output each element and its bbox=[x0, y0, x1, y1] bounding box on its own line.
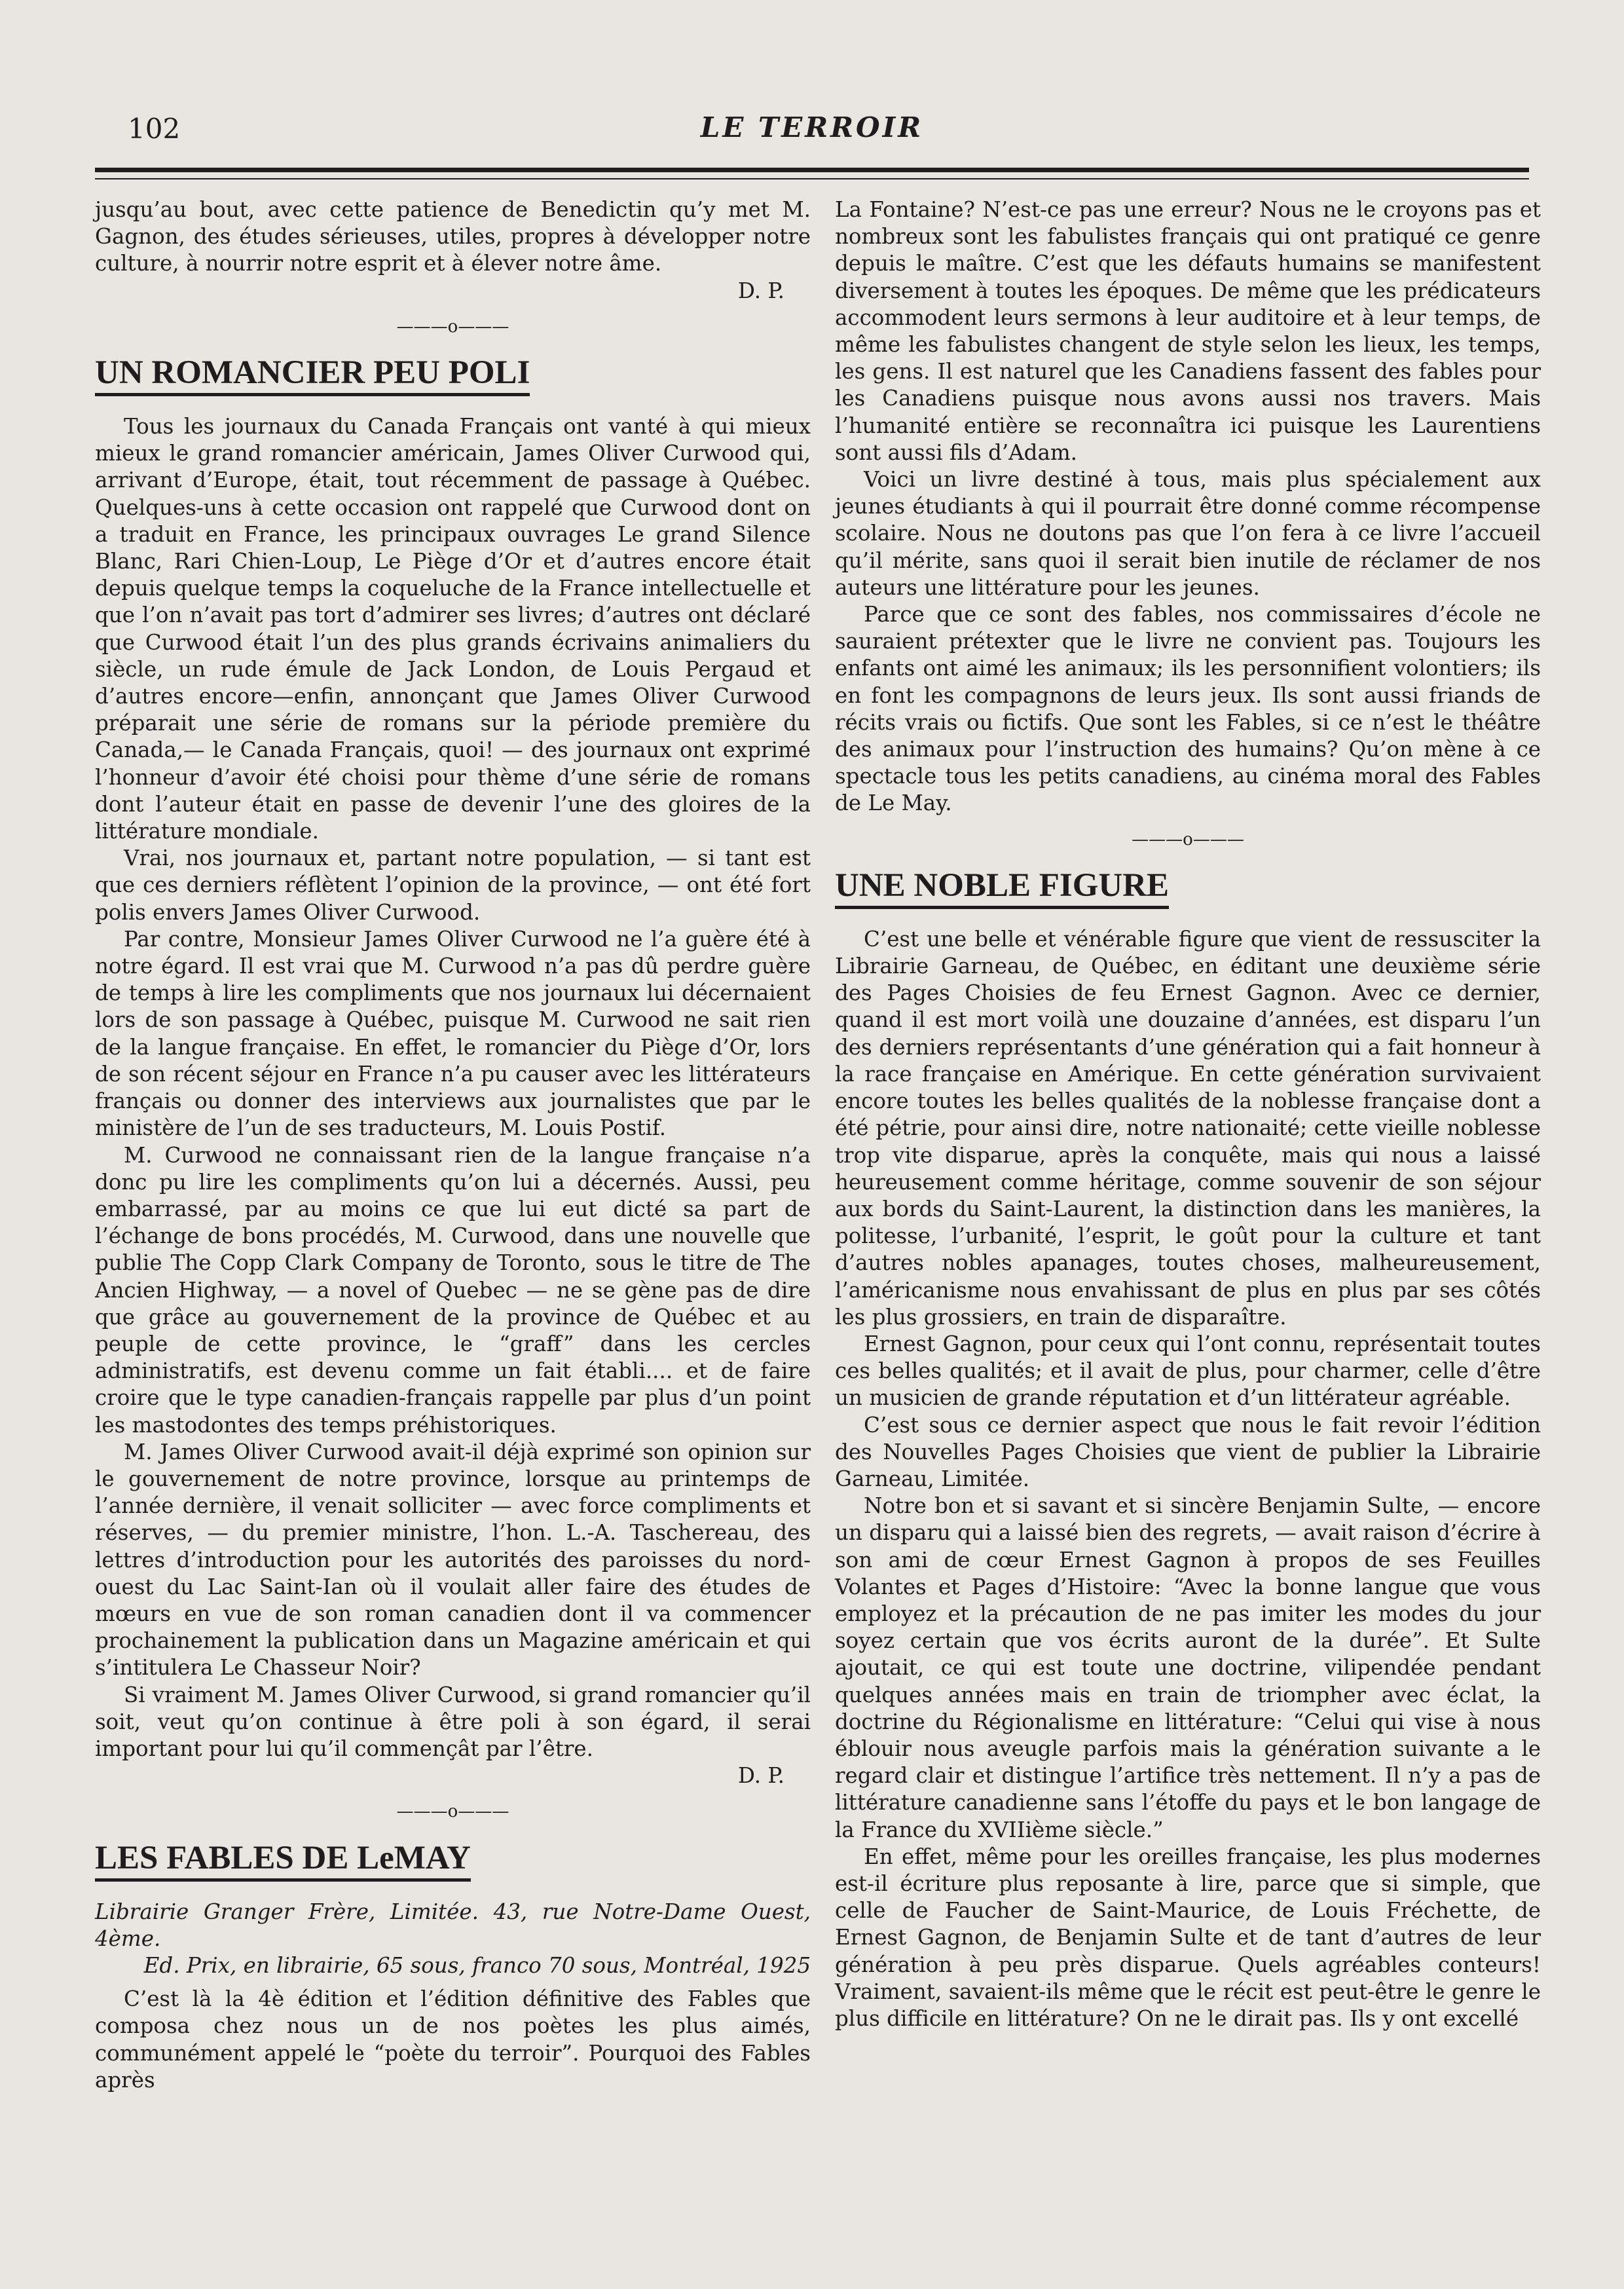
intro-signature: D. P. bbox=[737, 278, 784, 303]
article-title: LES FABLES DE LeMAY bbox=[95, 1839, 471, 1882]
paragraph: C’est là la 4è édition et l’édition définitive des Fables que composa chez nous un de nos poètes les plus aimés, communément appelé le “poète du terroir”. Pourquoi des Fables après bbox=[95, 1986, 811, 2093]
paragraph: La Fontaine? N’est-ce pas une erreur? Nous ne le croyons pas et nombreux sont les fabulistes français qui ont pratiqué ce genre depuis le maître. C’est que les défauts humains se manifestent diversement à toutes les époques. De même que les prédicateurs accommodent leurs sermons à leur auditoire et à leur temps, de même les fabulistes changent de style selon les lieux, les temps, les gens. Il est naturel que les Canadiens fassent des fables pour les Canadiens puisque nous avons aussi nos travers. Mais l’humanité entière se reconnaîtra ici puisque les Laurentiens sont aussi fils d’Adam. bbox=[835, 197, 1541, 465]
paragraph: Parce que ce sont des fables, nos commissaires d’école ne sauraient prétexter que le livre ne convient pas. Toujours les enfants ont aimé les animaux; ils les personnifient volontiers; ils en font les compagnons de leurs jeux. Ils sont aussi friands de récits vrais ou fictifs. Que sont les Fables, si ce n’est le théâtre des animaux pour l’instruction des humains? Qu’on mène à ce spectacle tous les petits canadiens, au cinéma moral des Fables de Le May. bbox=[835, 602, 1541, 816]
paragraph: En effet, même pour les oreilles française, les plus modernes est-il écriture plus reposante à lire, parce que si simple, que celle de Faucher de Saint-Maurice, de Louis Fréchette, de Ernest Gagnon, de Benjamin Sulte et de tant d’autres de leur génération à peu près disparue. Quels agréables conteurs! Vraiment, savaient-ils même que le récit est peut-être le genre le plus difficile en littérature? On ne le dirait pas. Ils y ont excellé bbox=[835, 1844, 1541, 2031]
paragraph: Par contre, Monsieur James Oliver Curwood ne l’a guère été à notre égard. Il est vrai que M. Curwood n’a pas dû perdre guère de temps à lire les compliments que nos journaux lui décernaient lors de son passage à Québec, puisque M. Curwood ne sait rien de la langue française. En effet, le romancier du Piège d’Or, lors de son récent séjour en France n’a pu causer avec les littérateurs français ou donner des interviews aux journalistes que par le ministère de l’un de ses traducteurs, M. Louis Postif. bbox=[95, 926, 811, 1141]
paragraph: C’est sous ce dernier aspect que nous le fait revoir l’édition des Nouvelles Pages Choisies que vient de publier la Librairie Garneau, Limitée. bbox=[835, 1412, 1541, 1491]
left-column bbox=[95, 196, 811, 2094]
header-rule-thin bbox=[95, 178, 1529, 179]
paragraph: M. Curwood ne connaissant rien de la langue française n’a donc pu lire les compliments qu’on lui a décernés. Aussi, peu embarrassé, par au moins ce que lui eut dicté sa part de l’échange de bons procédés, M. Curwood, dans une nouvelle que publie The Copp Clark Company de Toronto, sous le titre de The Ancien Highway, — a novel of Quebec — ne se gène pas de dire que grâce au gouvernement de la province de Québec et au peuple de cette province, le “graff” dans les cercles administratifs, est devenu comme un fait établi.... et de faire croire que le type canadien-français rappelle par plus d’un point les mastodontes des temps préhistoriques. bbox=[95, 1142, 811, 1438]
paragraph: Notre bon et si savant et si sincère Benjamin Sulte, — encore un disparu qui a laissé bien des regrets, — avait raison d’écrire à son ami de cœur Ernest Gagnon à propos de ses Feuilles Volantes et Pages d’Histoire: “Avec la bonne langue que vous employez et la précaution de ne pas imiter les modes du jour soyez certain que vos écrits auront de la durée”. Et Sulte ajoutait, ce qui est toute une doctrine, vilipendée pendant quelques années mais en train de triompher avec éclat, la doctrine du Régionalisme en littérature: “Celui qui vise à nous éblouir nous aveugle parfois mais la génération suivante a le regard clair et distingue l’artifice très nettement. Il n’y a pas de littérature canadienne sans l’étoffe du pays et le bon langage de la France du XVIIième siècle.” bbox=[835, 1493, 1541, 1842]
separator: ———o——— bbox=[396, 1802, 509, 1822]
separator: ———o——— bbox=[396, 316, 509, 337]
paragraph: C’est une belle et vénérable figure que vient de ressusciter la Librairie Garneau, de Québec, en éditant une deuxième série des Pages Choisies de feu Ernest Gagnon. Avec ce dernier, quand il est mort voilà une douzaine d’années, est disparu l’un des derniers représentants d’une génération qui a fait honneur à la race française en Amérique. En cette génération survivaient encore toutes les belles qualités de la noblesse française dont a été pétrie, pour ainsi dire, notre nationaité; cette vieille noblesse trop vite disparue, après la conquête, mais qui nous a laissé heureusement comme héritage, comme souvenir de son séjour aux bords du Saint-Laurent, la distinction dans les manières, la politesse, l’urbanité, l’esprit, le goût pour la culture et tant d’autres nobles apanages, toutes choses, malheureusement, l’américanisme nous envahissant de plus en plus par ses côtés les plus grossiers, en train de disparaître. bbox=[835, 926, 1541, 1330]
intro-paragraph: jusqu’au bout, avec cette patience de Benedictin qu’y met M. Gagnon, des études sérieuses, utiles, propres à développer notre culture, à nourrir notre esprit et à élever notre âme. bbox=[95, 197, 811, 276]
paragraph: Si vraiment M. James Oliver Curwood, si grand romancier qu’il soit, veut qu’on continue à être poli à son égard, il serai important pour lui qu’il commençât par l’être. bbox=[95, 1682, 811, 1761]
paragraph: Vrai, nos journaux et, partant notre population, — si tant est que ces derniers réflètent l’opinion de la province, — ont été fort polis envers James Oliver Curwood. bbox=[95, 846, 811, 925]
book-reference bbox=[95, 1899, 811, 1980]
page-number: 102 bbox=[128, 113, 181, 145]
article-title: UN ROMANCIER PEU POLI bbox=[95, 354, 530, 396]
book-reference-line: Librairie Granger Frère, Limitée. 43, rue Notre-Dame Ouest, 4ème. bbox=[95, 1899, 811, 1951]
journal-title: LE TERROIR bbox=[700, 111, 924, 143]
header-rule-thick bbox=[95, 168, 1529, 172]
paragraph: Tous les journaux du Canada Français ont vanté à qui mieux mieux le grand romancier américain, James Oliver Curwood qui, arrivant d’Europe, était, tout récemment de passage à Québec. Quelques-uns à cette occasion ont rappelé que Curwood dont on a traduit en France, les principaux ouvrages Le grand Silence Blanc, Rari Chien-Loup, Le Piège d’Or et d’autres encore était depuis quelque temps la coqueluche de la France intellectuelle et que l’on n’avait pas tort d’admirer ses livres; d’autres ont déclaré que Curwood était l’un des plus grands écrivains animaliers du siècle, un rude émule de Jack London, de Louis Pergaud et d’autres encore—enfin, annonçant que James Oliver Curwood préparait une série de romans sur la période première du Canada,— le Canada Français, quoi! — des journaux ont exprimé l’honneur d’avoir été choisi pour thème d’une série de romans dont l’auteur était en passe de devenir l’une des gloires de la littérature mondiale. bbox=[95, 414, 811, 844]
paragraph: Voici un livre destiné à tous, mais plus spécialement aux jeunes étudiants à qui il pourrait être donné comme récompense scolaire. Nous ne doutons pas que l’on fera à ce livre l’accueil qu’il mérite, sans quoi il serait bien inutile de réclamer de nos auteurs une littérature pour les jeunes. bbox=[835, 467, 1541, 600]
paragraph: M. James Oliver Curwood avait-il déjà exprimé son opinion sur le gouvernement de notre province, lorsque au printemps de l’année dernière, il venait solliciter — avec force compliments et réserves, — du premier ministre, l’hon. L.-A. Taschereau, des lettres d’introduction pour les autorités des paroisses du nord-ouest du Lac Saint-Ian où il voulait aller faire des études de mœurs en vue de son roman canadien dont il va commencer prochainement la publication dans un Magazine américain et qui s’intitulera Le Chasseur Noir? bbox=[95, 1439, 811, 1681]
separator: ———o——— bbox=[1132, 829, 1244, 849]
paragraph: Ernest Gagnon, pour ceux qui l’ont connu, représentait toutes ces belles qualités; et il avait de plus, pour charmer, celle d’être un musicien de grande réputation et d’un littérateur agréable. bbox=[835, 1331, 1541, 1411]
article-title: UNE NOBLE FIGURE bbox=[835, 866, 1169, 909]
right-column bbox=[835, 196, 1541, 2032]
article-signature: D. P. bbox=[737, 1763, 784, 1789]
book-reference-line: Ed. Prix, en librairie, 65 sous, franco 70 sous, Montréal, 1925 bbox=[143, 1952, 811, 1978]
